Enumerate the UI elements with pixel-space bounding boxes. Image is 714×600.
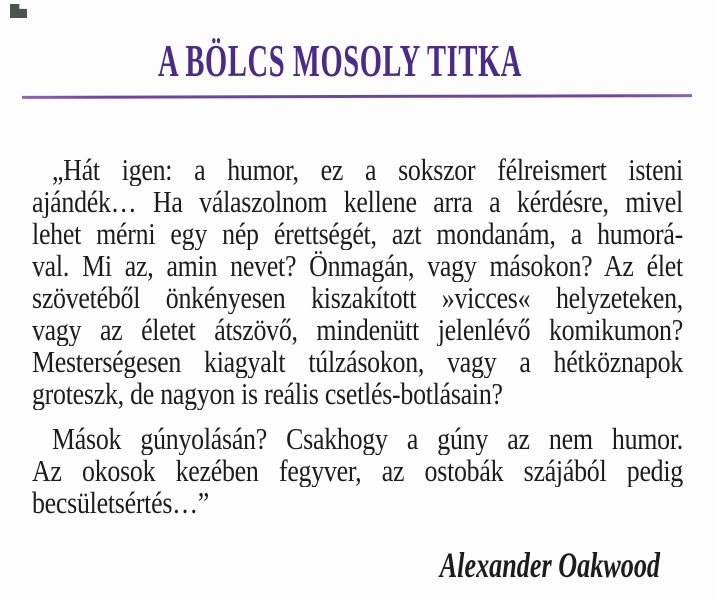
text-line: val. Mi az, amin nevet? Önmagán, vagy másokon? Az élet xyxy=(32,250,683,282)
body-text xyxy=(32,154,683,519)
text-line: Mesterségesen kiagyalt túlzásokon, vagy a hétköznapok xyxy=(32,346,683,378)
text-line: szövetéből önkényesen kiszakított »vicces« helyzeteken, xyxy=(32,282,683,314)
text-line: lehet mérni egy nép érettségét, azt mondanám, a humorá- xyxy=(32,218,683,250)
title-underline xyxy=(22,94,692,99)
paragraph-1 xyxy=(32,154,683,410)
author-attribution: Alexander Oakwood xyxy=(439,545,660,585)
page-corner-mark xyxy=(10,4,27,18)
text-line: vagy az életet átszövő, mindenütt jelenlévő komikumon? xyxy=(32,314,683,346)
text-line: groteszk, de nagyon is reális csetlés-botlásain? xyxy=(32,378,503,410)
text-line: becsületsértés…” xyxy=(32,487,210,519)
text-line: Mások gúnyolásán? Csakhogy a gúny az nem humor. xyxy=(52,423,683,455)
text-line: ajándék… Ha válaszolnom kellene arra a kérdésre, mivel xyxy=(32,186,683,218)
text-line: Az okosok kezében fegyver, az ostobák szájából pedig xyxy=(32,455,683,487)
text-line: „Hát igen: a humor, ez a sokszor félreismert isteni xyxy=(52,154,683,186)
page-title: A BÖLCS MOSOLY TITKA xyxy=(158,35,522,86)
paragraph-2 xyxy=(32,423,683,519)
